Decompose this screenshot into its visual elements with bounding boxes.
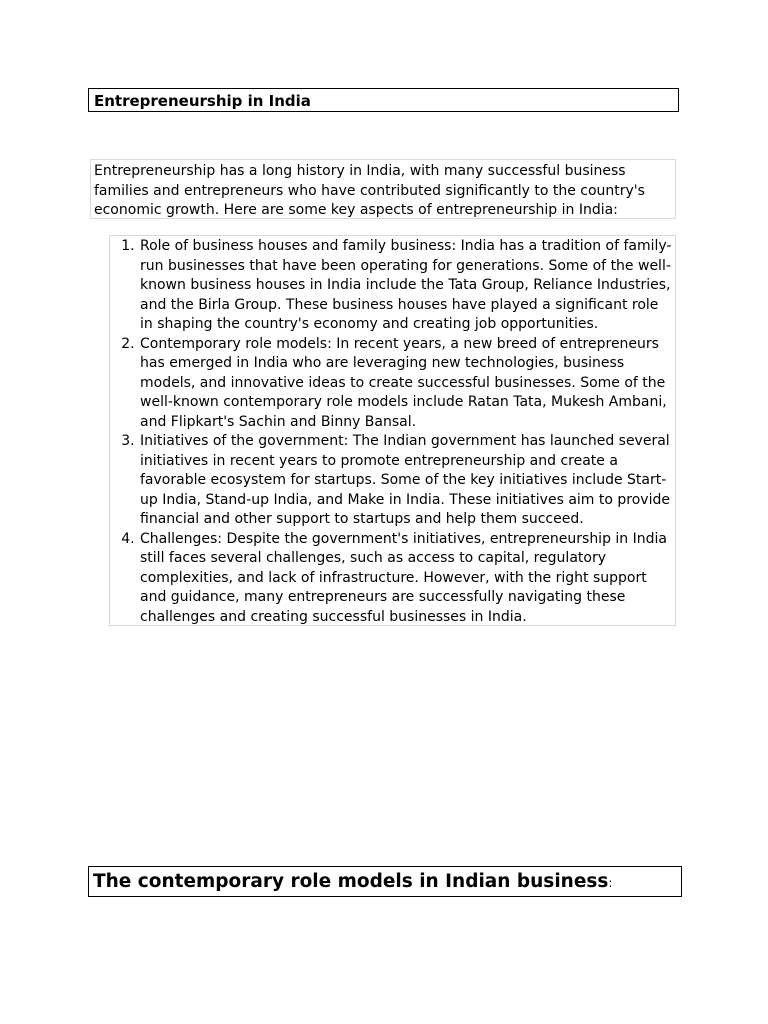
intro-paragraph xyxy=(90,159,676,219)
list-item-business-houses: 1. Role of business houses and family business: India has a tradition of family-run businesses that have been operating for generations. Some of the well-known business houses in India include the Tata Group, Reliance Industries, and the Birla Group. These business houses have played a significant role in shaping the country's economy and creating job opportunities. xyxy=(139,237,673,335)
section-heading xyxy=(88,866,682,897)
list-item-challenges: 4. Challenges: Despite the government's initiatives, entrepreneurship in India still faces several challenges, such as access to capital, regulatory complexities, and lack of infrastructure. However, with the right support and guidance, many entrepreneurs are successfully navigating these challenges and creating successful businesses in India. xyxy=(139,530,673,628)
intro-text: Entrepreneurship has a long history in India, with many successful business families and entrepreneurs who have contributed significantly to the country's economic growth. Here are some key aspects of entrepreneurship in India: xyxy=(94,163,645,218)
section-heading-text: The contemporary role models in Indian business xyxy=(93,871,609,892)
list-item-government-initiatives: 3. Initiatives of the government: The Indian government has launched several initiatives in recent years to promote entrepreneurship and create a favorable ecosystem for startups. Some of the key initiatives include Start-up India, Stand-up India, and Make in India. These initiatives aim to provide financial and other support to startups and help them succeed. xyxy=(139,432,673,530)
numbered-list xyxy=(110,236,675,627)
key-aspects-list xyxy=(109,235,676,626)
document-title xyxy=(88,88,679,112)
section-heading-colon: : xyxy=(608,876,613,890)
list-item-role-models: 2. Contemporary role models: In recent years, a new breed of entrepreneurs has emerged in India who are leveraging new technologies, business models, and innovative ideas to create successful businesses. Some of the well-known contemporary role models include Ratan Tata, Mukesh Ambani, and Flipkart's Sachin and Binny Bansal. xyxy=(139,335,673,433)
document-title-text: Entrepreneurship in India xyxy=(94,92,311,110)
